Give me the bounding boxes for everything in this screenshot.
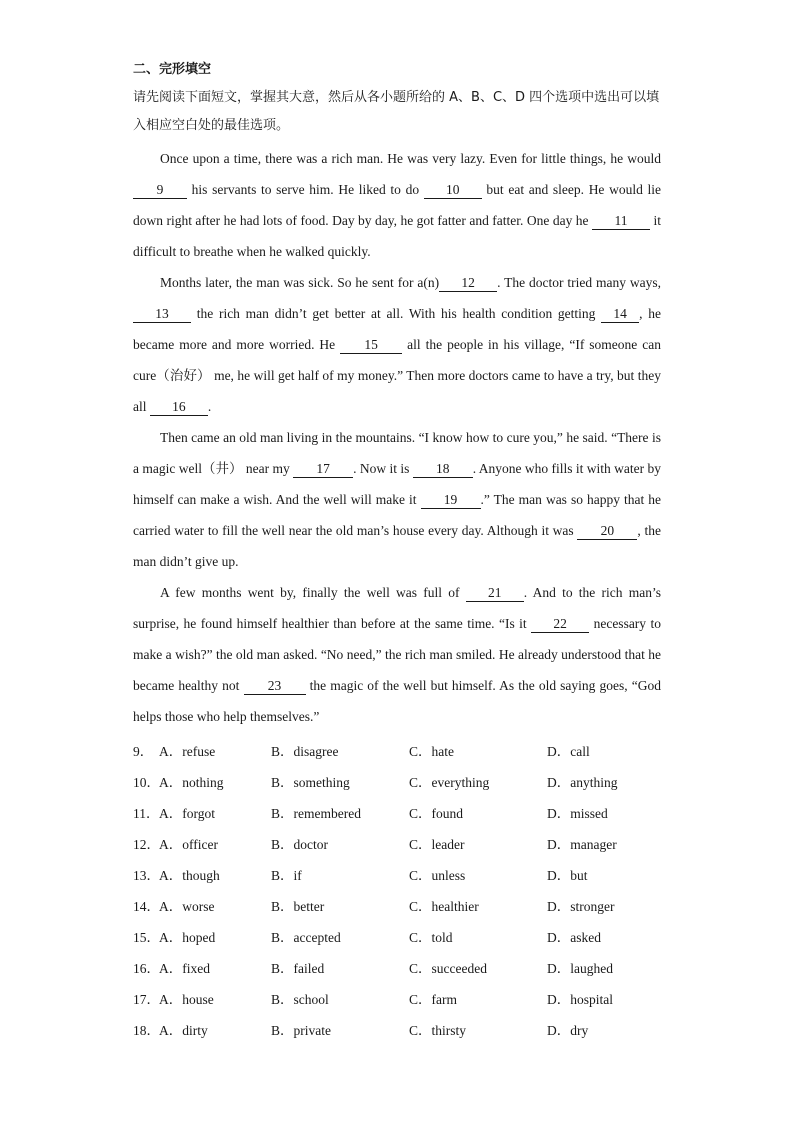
question-row	[133, 982, 661, 1013]
option-d[interactable]: D．asked	[547, 929, 601, 945]
option-a[interactable]: A．officer	[159, 836, 218, 852]
option-d[interactable]: D．dry	[547, 1022, 589, 1038]
question-number: 10．	[133, 774, 160, 790]
question-number: 9．	[133, 743, 154, 759]
passage-paragraph	[133, 577, 661, 732]
question-number: 15．	[133, 929, 160, 945]
option-d[interactable]: D．stronger	[547, 898, 615, 914]
option-b[interactable]: B．private	[271, 1022, 331, 1038]
option-b[interactable]: B．better	[271, 898, 325, 914]
option-a[interactable]: A．house	[159, 991, 214, 1007]
option-c[interactable]: C．healthier	[409, 898, 479, 914]
cloze-passage	[133, 143, 661, 732]
option-d[interactable]: D．missed	[547, 805, 608, 821]
option-d[interactable]: D．but	[547, 867, 588, 883]
option-a[interactable]: A．though	[159, 867, 220, 883]
passage-text: , he became more and more worried. He	[133, 306, 661, 352]
passage-text: .” The man was so happy that he carried water to fill the well near the old man’s house every day. Although it was	[133, 492, 661, 538]
option-c[interactable]: C．told	[409, 929, 453, 945]
question-row	[133, 765, 661, 796]
passage-text: . Anyone who fills it with water by himself can make a wish. And the well will make it	[133, 461, 661, 507]
question-number: 18．	[133, 1022, 160, 1038]
passage-text: . And to the rich man’s surprise, he found himself healthier than before at the same time. “Is it	[133, 585, 661, 631]
passage-text: his servants to serve him. He liked to do	[187, 182, 424, 197]
exam-page	[133, 60, 661, 1044]
blank-18: 18	[413, 461, 473, 478]
option-b[interactable]: B．failed	[271, 960, 325, 976]
passage-paragraph	[133, 267, 661, 422]
option-d[interactable]: D．manager	[547, 836, 617, 852]
question-number: 12．	[133, 836, 160, 852]
passage-text: the rich man didn’t get better at all. With his health condition getting	[191, 306, 602, 321]
option-c[interactable]: C．everything	[409, 774, 490, 790]
blank-16: 16	[150, 399, 208, 416]
question-number: 13．	[133, 867, 160, 883]
option-a[interactable]: A．refuse	[159, 743, 216, 759]
option-b[interactable]: B．doctor	[271, 836, 328, 852]
passage-text: . Now it is	[353, 461, 413, 476]
option-c[interactable]: C．leader	[409, 836, 465, 852]
blank-23: 23	[244, 678, 306, 695]
option-a[interactable]: A．forgot	[159, 805, 215, 821]
blank-9: 9	[133, 182, 187, 199]
question-row	[133, 1013, 661, 1044]
question-row	[133, 827, 661, 858]
blank-20: 20	[577, 523, 637, 540]
passage-text: Then came an old man living in the mountains. “I know how to cure you,” he said. “There is a magic well（井） near my	[133, 430, 661, 476]
option-b[interactable]: B．remembered	[271, 805, 361, 821]
option-d[interactable]: D．laughed	[547, 960, 613, 976]
option-d[interactable]: D．anything	[547, 774, 618, 790]
blank-19: 19	[421, 492, 481, 509]
option-c[interactable]: C．succeeded	[409, 960, 487, 976]
question-row	[133, 920, 661, 951]
question-row	[133, 951, 661, 982]
passage-paragraph	[133, 422, 661, 577]
blank-12: 12	[439, 275, 497, 292]
blank-10: 10	[424, 182, 482, 199]
option-c[interactable]: C．found	[409, 805, 463, 821]
option-c[interactable]: C．unless	[409, 867, 466, 883]
option-b[interactable]: B．disagree	[271, 743, 339, 759]
option-a[interactable]: A．worse	[159, 898, 215, 914]
question-row	[133, 858, 661, 889]
option-b[interactable]: B．accepted	[271, 929, 341, 945]
option-c[interactable]: C．hate	[409, 743, 454, 759]
passage-text: the magic of the well but himself. As the old saying goes, “God helps those who help themselves.”	[133, 678, 661, 724]
passage-text: . The doctor tried many ways,	[497, 275, 661, 290]
section-title: 二、完形填空	[133, 62, 212, 77]
question-options	[133, 734, 661, 1044]
passage-text: .	[207, 399, 212, 414]
passage-paragraph	[133, 143, 661, 267]
question-number: 17．	[133, 991, 160, 1007]
option-b[interactable]: B．school	[271, 991, 329, 1007]
blank-15: 15	[340, 337, 402, 354]
blank-22: 22	[531, 616, 589, 633]
question-number: 14．	[133, 898, 160, 914]
blank-17: 17	[293, 461, 353, 478]
question-row	[133, 734, 661, 765]
question-number: 11．	[133, 805, 160, 821]
passage-text: Once upon a time, there was a rich man. He was very lazy. Even for little things, he would	[160, 151, 661, 166]
instructions: 请先阅读下面短文，掌握其大意，然后从各小题所给的 A、B、C、D 四个选项中选出可以填入相应空白处的最佳选项。	[133, 90, 660, 133]
passage-text: Months later, the man was sick. So he sent for a(n)	[160, 275, 440, 290]
passage-text: , the man didn’t give up.	[133, 523, 661, 569]
blank-21: 21	[466, 585, 524, 602]
question-row	[133, 889, 661, 920]
option-d[interactable]: D．call	[547, 743, 590, 759]
option-c[interactable]: C．thirsty	[409, 1022, 467, 1038]
blank-14: 14	[601, 306, 639, 323]
question-row	[133, 796, 661, 827]
blank-13: 13	[133, 306, 191, 323]
passage-text: it difficult to breathe when he walked quickly.	[133, 213, 661, 259]
option-b[interactable]: B．if	[271, 867, 302, 883]
option-c[interactable]: C．farm	[409, 991, 457, 1007]
option-a[interactable]: A．hoped	[159, 929, 216, 945]
passage-text: all the people in his village, “If someone can cure（治好） me, he will get half of my money.” Then more doctors came to have a try, but they all	[133, 337, 661, 414]
passage-text: A few months went by, finally the well was full of	[160, 585, 466, 600]
option-a[interactable]: A．dirty	[159, 1022, 208, 1038]
question-number: 16．	[133, 960, 160, 976]
option-d[interactable]: D．hospital	[547, 991, 613, 1007]
option-a[interactable]: A．nothing	[159, 774, 224, 790]
option-a[interactable]: A．fixed	[159, 960, 210, 976]
passage-text: but eat and sleep. He would lie down right after he had lots of food. Day by day, he got fatter and fatter. One day he	[133, 182, 662, 228]
passage-text: necessary to make a wish?” the old man asked. “No need,” the rich man smiled. He already understood that he became healthy not	[133, 616, 661, 693]
option-b[interactable]: B．something	[271, 774, 350, 790]
blank-11: 11	[592, 213, 650, 230]
